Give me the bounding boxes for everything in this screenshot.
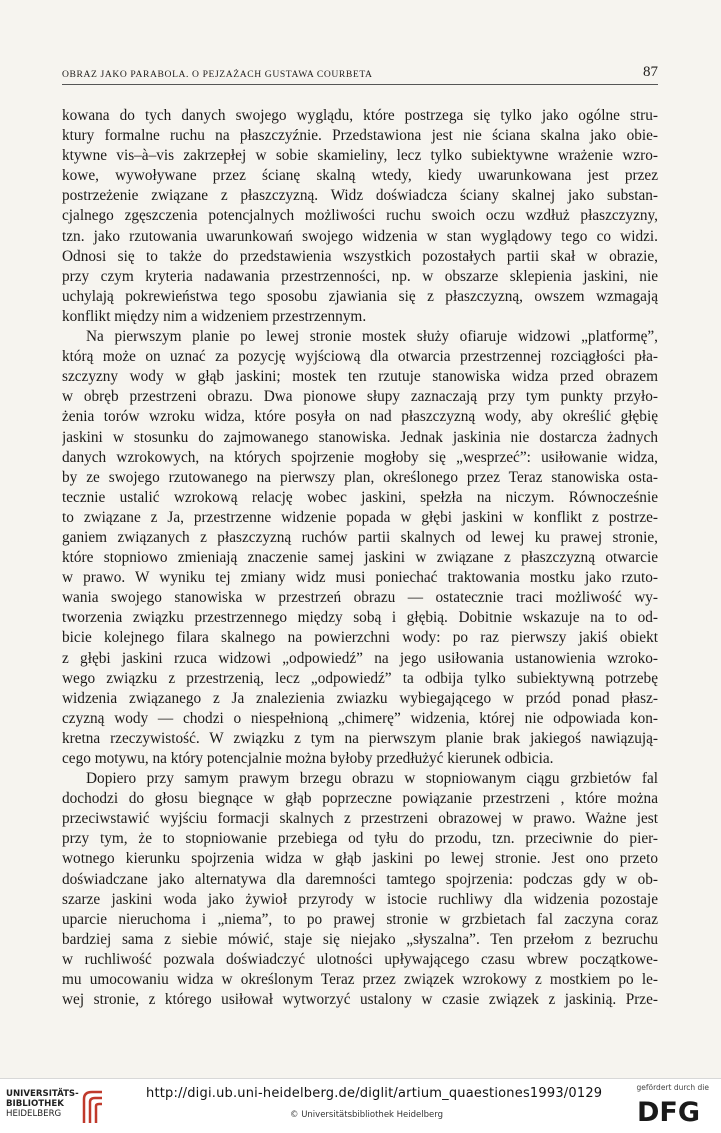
university-library-logo[interactable] [6, 1089, 146, 1129]
text-line: ganiem związanych z płaszczyzną ruchów partii skalnych od lewej ku prawej stronie, [62, 528, 658, 546]
text-line: bardziej sama z siebie mówić, staje się niejako „słyszalna”. Ten przełom z bezruchu [62, 930, 658, 948]
text-line: Na pierwszym planie po lewej stronie mostek służy ofiaruje widzowi „platformę”, [86, 328, 658, 346]
body-text [62, 106, 658, 1010]
text-line: w obręb przestrzeni obrazu. Dwa pionowe słupy zaznaczają przy tym punkty przyło- [62, 388, 658, 406]
text-line: ktury formalne ruchu na płaszczyźnie. Przedstawiona jest nie ściana skalna jako obie- [62, 127, 658, 145]
footer-bar [0, 1078, 721, 1133]
text-line: Dopiero przy samym prawym brzegu obrazu w stopniowanym ciągu grzbietów fal [86, 770, 658, 788]
text-line: kowana do tych danych swojego wyglądu, które postrzega się tylko jako ogólne stru- [62, 107, 658, 124]
text-line: przeciwstawić wyjściu formacji skalnych z przestrzeni obrazowej w prawo. Ważne jest [62, 810, 658, 828]
running-title: OBRAZ JAKO PARABOLA. O PEJZAŻACH GUSTAWA COURBETA [62, 69, 373, 80]
library-city: HEIDELBERG [6, 1109, 62, 1119]
text-line: przy tym, że to stopniowanie przebiega od tyłu do przodu, tzn. przeciwnie do pier- [62, 830, 658, 848]
text-line: tworzenia związku przestrzennego między sobą i głębią. Dobitnie wskazuje na to od- [62, 609, 658, 627]
text-line: bicie kolejnego filara skalnego na powierzchni wody: po raz pierwszy jakiś obiekt [62, 629, 658, 647]
text-line: którą może on uznać za pozycję wyjściową dla otwarcia przestrzennej rozciągłości pła- [62, 348, 658, 366]
text-line: wania swojego stanowiska w przestrzeń obrazu — ostatecznie traci możliwość wy- [62, 589, 658, 607]
text-line: to związane z Ja, przestrzenne widzenie popada w głębi jaskini w konflikt z postrze- [62, 508, 658, 526]
text-line: mu umocowaniu widza w określonym Teraz przez związek wzrokowy z mostkiem po le- [62, 971, 658, 989]
text-line: w prawo. W wyniku tej zmiany widz musi poniechać traktowania mostku jako rzuto- [62, 569, 658, 587]
text-line: doświadczane jako alternatywa dla daremności tamtego spojrzenia: podczas gdy w ob- [62, 870, 658, 888]
library-emblem-icon [80, 1089, 106, 1125]
text-line: ktywne vis–à–vis zakrzepłej w sobie skamieliny, lecz tylko subiektywne wrażenie wzro- [62, 147, 658, 165]
text-line: cjalnego zgęszczenia potencjalnych możliwości ruchu swoich oczu wzdłuż płaszczyzny, [62, 207, 658, 225]
copyright-notice: © Universitätsbibliothek Heidelberg [290, 1110, 444, 1120]
library-name [6, 1089, 79, 1119]
text-line: Odnosi się to także do przedstawienia wszystkich pozostałych partii skał w obrazie, [62, 247, 658, 265]
text-line: tecznie ustalić wzrokową relację wobec jaskini, spełzła na niczym. Równocześnie [62, 488, 658, 506]
text-line: szarze jaskini woda jako żywioł przyrody w istocie ruchliwy dla widzenia pozostaje [62, 890, 658, 908]
library-name-line-2: BIBLIOTHEK [6, 1099, 64, 1109]
text-line: uchylają pokrewieństwa tego sposobu zjawiania się z płaszczyzną, owszem wzmagają [62, 287, 658, 305]
text-line: szczyzny wody w głąb jaskini; mostek ten rzutuje stanowiska widza przed obrazem [62, 368, 658, 386]
dfg-logo-icon [637, 1097, 709, 1125]
text-line: dochodzi do głosu biegnące w głąb poprzeczne powiązanie przestrzeni , które można [62, 790, 658, 808]
text-line: by ze swojego rzutowanego na pierwszy plan, określonego przez Teraz stanowiska osta- [62, 468, 658, 486]
text-line: tzn. jako rzutowania uwarunkowań swojego widzenia w stan wyglądowy tego co widzi. [62, 227, 658, 245]
permalink-url[interactable]: http://digi.ub.uni-heidelberg.de/diglit/artium_quaestiones1993/0129 [146, 1086, 603, 1101]
text-line: danych wzrokowych, na których spojrzenie mogłoby się „wesprzeć”: usiłowanie widza, [62, 448, 658, 466]
text-line: kowe, wywoływane przez ścianę skalną wtedy, kiedy uwarunkowana jest przez [62, 167, 658, 185]
text-line: widzenia związanego z Ja znalezienia zwiazku wybiegającego w przód ponad płasz- [62, 689, 658, 707]
text-line: żenia torów wzroku widza, które posyła on nad płaszczyzną wody, aby określić głębię [62, 408, 658, 426]
text-line: jaskini w stosunku do zajmowanego stanowiska. Jednak jaskinia nie dostarcza żadnych [62, 428, 658, 446]
page-number: 87 [643, 64, 658, 80]
text-line: wotnego kierunku spojrzenia widza w głąb jaskini po lewej stronie. Jest ono przeto [62, 850, 658, 868]
text-line: w ruchliwość pozwala doświadczyć ulotności upływającego czasu wbrew początkowe- [62, 950, 658, 968]
text-line: które stopniowo zmieniają znaczenie samej jaskini w związane z płaszczyzną otwarcie [62, 549, 658, 567]
text-line: wego związku z przestrzenią, lecz „odpowiedź” ta odbija tylko subiektywną potrzebę [62, 669, 658, 687]
text-line: konflikt między nim a widzeniem przestrzennym. [62, 307, 367, 325]
text-line: czyzną wody — chodzi o niespełnioną „chimerę” widzenia, której nie odpowiada kon- [62, 709, 658, 727]
funding-caption: gefördert durch die [636, 1083, 709, 1092]
dfg-funding-logo[interactable] [619, 1083, 709, 1129]
text-line: z głębi jaskini rzuca widzowi „odpowiedź” na jego usiłowania ustanowienia wzroko- [62, 649, 658, 667]
text-line: wej stronie, z którego usiłował wytworzyć ustalony w czasie związek z jaskinią. Prze- [62, 991, 658, 1009]
text-line: postrzeżenie związane z płaszczyzną. Widz doświadcza ściany skalnej jako substan- [62, 187, 658, 205]
text-line: cego motywu, na który potencjalnie można byłoby przedłużyć kierunek odbicia. [62, 750, 554, 767]
running-head [62, 66, 658, 85]
text-line: przy czym kryteria nadawania przestrzenności, np. w obszarze sklepienia jaskini, nie [62, 267, 658, 285]
text-line: kretna rzeczywistość. W związku z tym na pierwszym planie brak jakiegoś nawiązują- [62, 729, 658, 747]
funder-logo-text: DFG [637, 1097, 701, 1125]
text-line: uparcie nieruchoma i „niema”, to po prawej stronie w grzbietach fal zaczyna coraz [62, 910, 658, 928]
library-name-line-1: UNIVERSITÄTS- [6, 1089, 79, 1099]
